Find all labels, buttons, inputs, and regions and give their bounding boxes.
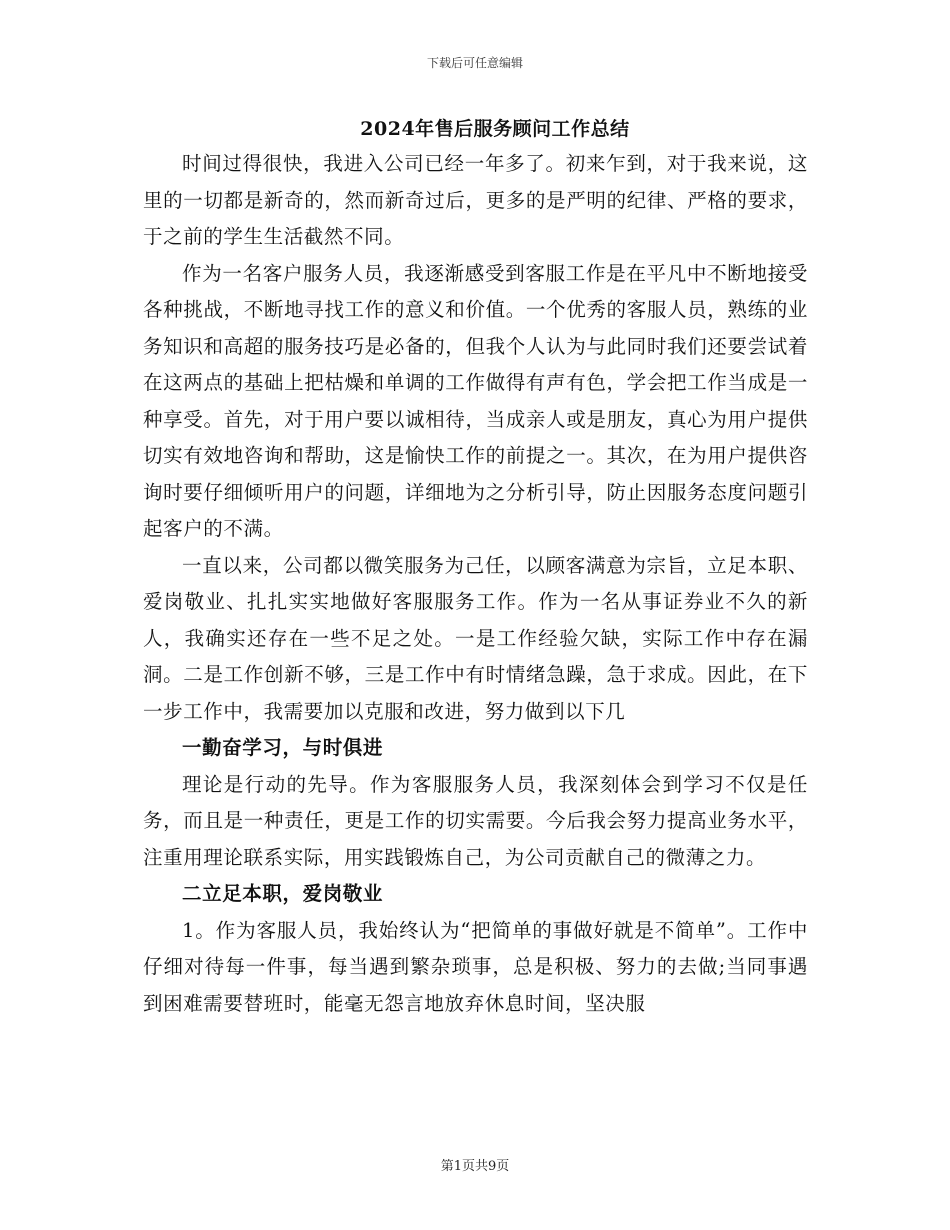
paragraph-study: 理论是行动的先导。作为客服服务人员，我深刻体会到学习不仅是任务，而且是一种责任，更是工作的切实需要。今后我会努力提高业务水平，注重用理论联系实际，用实践锻炼自己，为公司贡献自己的微薄之力。 — [143, 772, 808, 869]
section-heading-dedication: 二立足本职，爱岗敬业 — [182, 882, 384, 905]
paragraph-intro: 时间过得很快，我进入公司已经一年多了。初来乍到，对于我来说，这里的一切都是新奇的，然而新奇过后，更多的是严明的纪律、严格的要求，于之前的学生生活截然不同。 — [143, 152, 808, 248]
section-heading-study: 一勤奋学习，与时俱进 — [182, 736, 384, 759]
paragraph-shortcomings: 一直以来，公司都以微笑服务为己任，以顾客满意为宗旨，立足本职、爱岗敬业、扎扎实实地做好客服服务工作。作为一名从事证券业不久的新人，我确实还存在一些不足之处。一是工作经验欠缺，实际工作中存在漏洞。二是工作创新不够，三是工作中有时情绪急躁，急于求成。因此，在下一步工作中，我需要加以克服和改进，努力做到以下几 — [143, 553, 808, 723]
document-title: 2024年售后服务顾问工作总结 — [360, 118, 630, 140]
document-body — [143, 146, 808, 1022]
page-number: 第1页共9页 — [440, 1159, 510, 1174]
paragraph-customer-service: 作为一名客户服务人员，我逐渐感受到客服工作是在平凡中不断地接受各种挑战，不断地寻找工作的意义和价值。一个优秀的客服人员，熟练的业务知识和高超的服务技巧是必备的，但我个人认为与此同时我们还要尝试着在这两点的基础上把枯燥和单调的工作做得有声有色，学会把工作当成是一种享受。首先，对于用户要以诚相待，当成亲人或是朋友，真心为用户提供切实有效地咨询和帮助，这是愉快工作的前提之一。其次，在为用户提供咨询时要仔细倾听用户的问题，详细地为之分析引导，防止因服务态度问题引起客户的不满。 — [143, 261, 808, 540]
header-note: 下载后可任意编辑 — [426, 56, 523, 70]
paragraph-dedication: 1。作为客服人员，我始终认为“把简单的事做好就是不简单”。工作中仔细对待每一件事，每当遇到繁杂琐事，总是积极、努力的去做;当同事遇到困难需要替班时，能毫无怨言地放弃休息时间，坚决服 — [143, 918, 808, 1015]
